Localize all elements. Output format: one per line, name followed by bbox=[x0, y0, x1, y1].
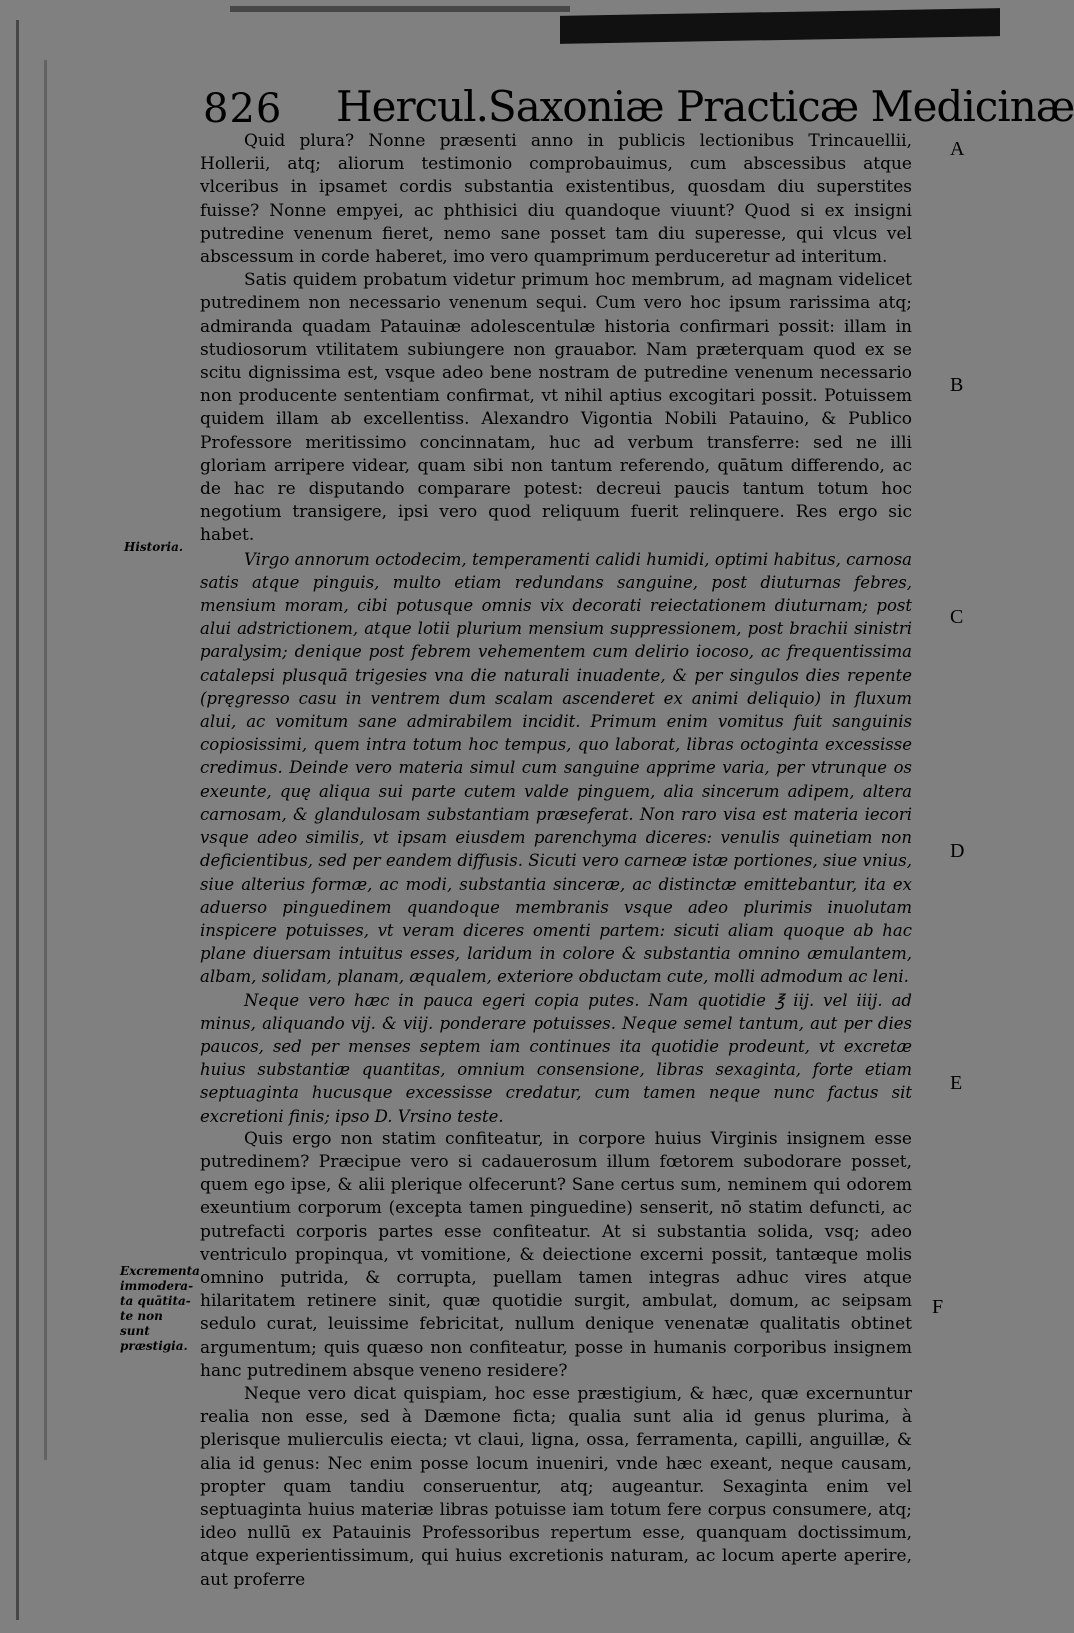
scan-edge-band bbox=[560, 8, 1000, 44]
paragraph: Quis ergo non statim confiteatur, in corpore huius Virginis insignem esse putredinem? Præcipue vero si cadauerosum illum fœtorem subodorare posset, quem ego ipse, & alii plerique olfecerunt? Sane certus sum, neminem qui odorem exeuntium corporum (excepta tamen pinguedine) senserit, nō statim defuncti, ac putrefacti corporis partes esse confiteatur. At si substantia solida, vsq; adeo ventriculo propinqua, vt vomitione, & deiectione excerni possit, tantæque molis omnino putrida, & corrupta, puellam tamen integras adhuc vires atque hilaritatem retinere sinit, quæ quotidie surgit, ambulat, domum, ac seipsam sedulo curat, leuissime febricitat, nullum denique venenatæ qualitatis obtinet argumentum; quis quæso non confiteatur, posse in humanis corporibus insignem hanc putredinem absque veneno residere? bbox=[200, 1128, 912, 1381]
page-number: 826 bbox=[203, 86, 283, 132]
scan-edge-top bbox=[230, 6, 570, 12]
margin-letter-d: D bbox=[950, 840, 965, 862]
margin-letter-e: E bbox=[950, 1072, 963, 1094]
paragraph-historia: Virgo annorum octodecim, temperamenti calidi humidi, optimi habitus, carnosa satis atque pinguis, multo etiam redundans sanguine, post diuturnas febres, mensium moram, cibi potusque omnis vix decorati reiectationem diuturnam; post alui adstrictionem, atque lotii plurium mensium suppressionem, post brachii sinistri paralysim; denique post febrem vehementem cum delirio iocoso, ac frequentissima catalepsi plusquā trigesies vna die naturali inuadente, & per singulos dies repente (pręgresso casu in ventrem dum scalam ascenderet ex animi deliquio) in fluxum alui, ac vomitum sane admirabilem incidit. Primum enim vomitus fuit sanguinis copiosissimi, quem intra totum hoc tempus, quo laborat, libras octoginta excessisse credimus. Deinde vero materia simul cum sanguine apprime varia, per vtrunque os exeunte, quę aliqua sui parte cutem valde pinguem, alia sincerum adipem, altera carnosam, & glandulosam substantiam præseferat. Non raro visa est materia iecori vsque adeo similis, vt ipsam eiusdem parenchyma diceres: venulis quinetiam non deficientibus, sed per eandem diffusis. Sicuti vero carneæ istæ portiones, siue vnius, siue alterius formæ, ac modi, substantia sinceræ, ac distinctæ emittebantur, ita ex aduerso pinguedinem quandoque membranis vsque adeo plurimis inuolutam inspicere potuisses, vt veram diceres omenti partem: sicuti aliam quoque ab hac plane diuersam intuitus esses, laridum in colore & substantia omnino æmulantem, albam, solidam, planam, æqualem, exteriore obductam cute, molli admodum ac leni. bbox=[200, 549, 912, 987]
margin-note-excrementa: Excrementa immodera-ta quātita-te non sunt præstigia. bbox=[120, 1264, 200, 1353]
margin-letter-b: B bbox=[950, 374, 964, 396]
margin-letter-f: F bbox=[932, 1296, 944, 1318]
body-text bbox=[200, 130, 912, 1592]
gutter-line bbox=[16, 20, 19, 1620]
gutter-line bbox=[44, 60, 47, 1460]
margin-letter-a: A bbox=[950, 138, 965, 160]
paragraph: Quid plura? Nonne præsenti anno in publicis lectionibus Trincauellii, Hollerii, atq; aliorum testimonio comprobauimus, cum abscessibus atque vlceribus in ipsamet cordis substantia existentibus, quosdam diu superstites fuisse? Nonne empyei, ac phthisici diu quandoque viuunt? Quod si ex insigni putredine venenum fieret, nemo sane posset tam diu superesse, qui vlcus vel abscessum in corde haberet, imo vero quamprimum perduceretur ad interitum. bbox=[200, 131, 912, 268]
paragraph: Neque vero dicat quispiam, hoc esse præstigium, & hæc, quæ excernuntur realia non esse, sed à Dæmone ficta; qualia sunt alia id genus plurima, à plerisque mulierculis eiecta; vt claui, ligna, ossa, ferramenta, capilli, anguillæ, & alia id genus: Nec enim posse locum inueniri, vnde hæc exeant, neque causam, propter quam tandiu conseruentur, atq; augeantur. Sexaginta enim vel septuaginta huius materiæ libras potuisse iam totum fere corpus consumere, atq; ideo nullū ex Patauinis Professoribus repertum esse, quanquam doctissimum, atque experientissimum, qui huius excretionis naturam, ac locum aperte aperire, aut proferre bbox=[200, 1383, 912, 1590]
margin-letter-c: C bbox=[950, 606, 964, 628]
paragraph: Satis quidem probatum videtur primum hoc membrum, ad magnam videlicet putredinem non necessario venenum sequi. Cum vero hoc ipsum rarissima atq; admiranda quadam Patauinæ adolescentulæ historia confirmari possit: illam in studiosorum vtilitatem subiungere non grauabor. Nam præterquam quod ex se scitu dignissima est, vsque adeo bene nostram de putredine venenum necessario non producente sententiam confirmat, vt nihil aptius excogitari possit. Potuissem quidem illam ab excellentiss. Alexandro Vigontia Nobili Patauino, & Publico Professore meritissimo concinnatam, huc ad verbum transferre: sed ne illi gloriam arripere videar, quam sibi non tantum referendo, quātum differendo, ac de hac re disputando comparare potest: decreui paucis tantum totum hoc negotium transigere, ipsi vero quod reliquum fuerit relinquere. Res ergo sic habet. bbox=[200, 270, 912, 546]
running-title: Hercul.Saxoniæ Practicæ Medicinæ bbox=[336, 82, 1074, 131]
margin-note-historia: Historia. bbox=[124, 540, 184, 554]
paragraph: Neque vero hæc in pauca egeri copia putes. Nam quotidie ℥ iij. vel iiij. ad minus, aliquando vij. & viij. ponderare potuisses. Neque semel tantum, aut per dies paucos, sed per menses septem iam continues ita quotidie prodeunt, vt excretæ huius substantiæ quantitas, omnium consensione, libras sexaginta, forte etiam septuaginta hucusque excessisse credatur, cum tamen neque nunc factus sit excretioni finis; ipso D. Vrsino teste. bbox=[200, 990, 912, 1126]
page-header bbox=[203, 78, 1074, 138]
